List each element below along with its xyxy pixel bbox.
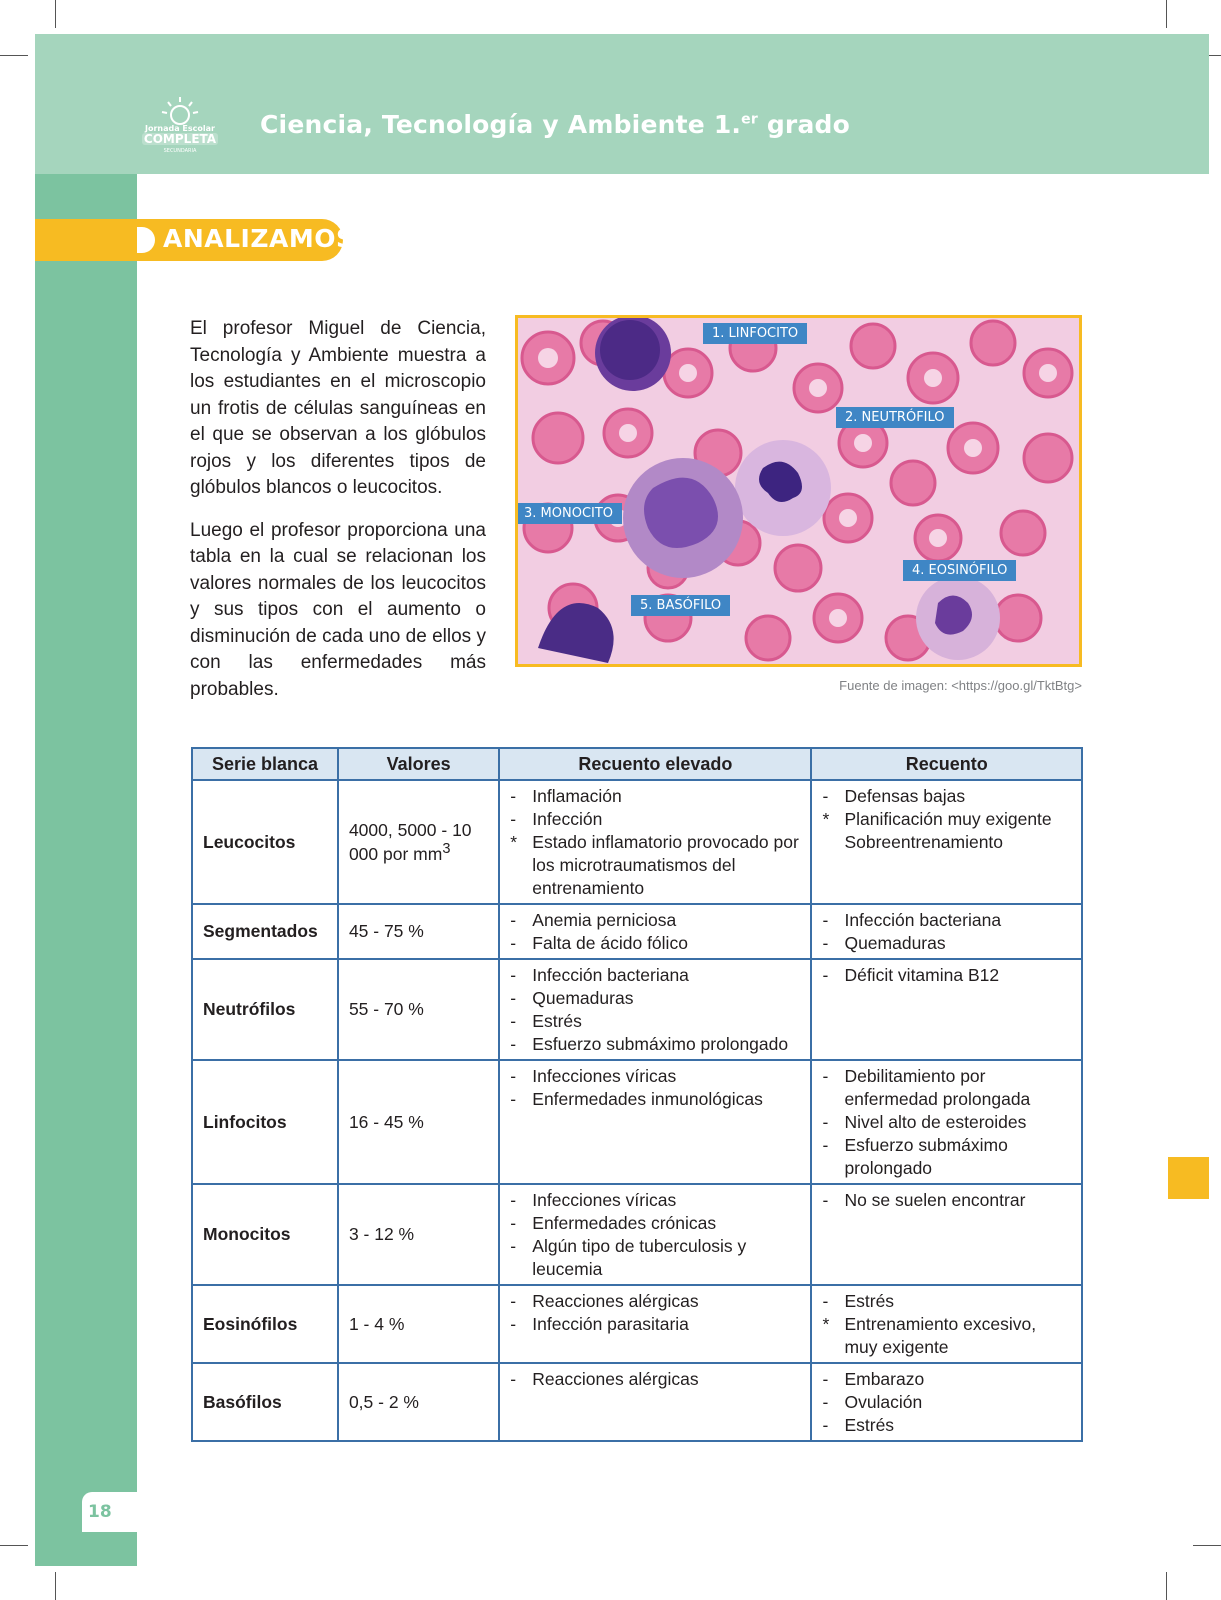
list-item: [510, 1088, 802, 1111]
list-item: [822, 1290, 1073, 1313]
list-bullet: -: [822, 1066, 829, 1086]
page-number: 18: [82, 1492, 137, 1532]
cell-valores-text: 45 - 75 %: [348, 921, 424, 941]
cell-recuento-elevado: [499, 780, 811, 904]
cell-valores-text: 0,5 - 2 %: [348, 1391, 419, 1412]
list-bullet: -: [822, 1392, 829, 1412]
list-item-text: Enfermedades crónicas: [532, 1213, 717, 1233]
list-bullet: -: [822, 1291, 829, 1311]
crop-mark: [55, 0, 56, 28]
list-item: [822, 932, 1073, 955]
list-bullet: [822, 831, 844, 854]
list-bullet: -: [510, 1066, 517, 1086]
cell-serie: Segmentados: [192, 904, 338, 959]
blood-smear-image: [515, 315, 1082, 667]
list-bullet: -: [510, 933, 517, 953]
cell-serie: Leucocitos: [192, 780, 338, 904]
cell-valores: [338, 1363, 499, 1441]
list-bullet: -: [822, 786, 829, 806]
list-bullet: -: [510, 1034, 517, 1054]
list-item-text: Reacciones alérgicas: [532, 1291, 699, 1311]
col-header-elevado: Recuento elevado: [499, 748, 811, 780]
list-item: [510, 1065, 802, 1088]
side-tab-marker: [1168, 1157, 1209, 1199]
list-item: [510, 1235, 802, 1281]
cell-recuento-elevado: [499, 1285, 811, 1363]
list-bullet: -: [510, 1236, 517, 1256]
image-source: Fuente de imagen: <https://goo.gl/TktBtg>: [839, 678, 1082, 693]
section-tab-analizamos: [35, 219, 355, 261]
col-header-recuento: Recuento: [811, 748, 1082, 780]
list-item-text: Enfermedades inmunológicas: [532, 1089, 763, 1109]
cell-valores: [338, 904, 499, 959]
cell-valores-text: 3 - 12 %: [348, 1224, 415, 1244]
cell-serie: Basófilos: [192, 1363, 338, 1441]
list-item-text: No se suelen encontrar: [844, 1190, 1026, 1210]
list-item: [822, 1134, 1073, 1180]
col-header-valores: Valores: [338, 748, 499, 780]
table-row: [192, 959, 1082, 1060]
cell-valores: [338, 1184, 499, 1285]
list-bullet: -: [510, 809, 517, 829]
crop-mark: [1166, 1572, 1167, 1600]
table-header-row: [192, 748, 1082, 780]
section-tab-notch: [137, 227, 155, 253]
cell-serie: Eosinófilos: [192, 1285, 338, 1363]
list-item-text: Estado inflamatorio provocado por los microtraumatismos del entrenamiento: [532, 832, 799, 898]
list-item: [822, 1414, 1073, 1437]
table-row: [192, 1363, 1082, 1441]
logo-line-1: Jornada Escolar: [145, 124, 215, 133]
cell-valores-text: 4000, 5000 - 10 000 por mm: [348, 819, 472, 864]
cell-recuento: [811, 1184, 1082, 1285]
list-item-text: Infecciones víricas: [532, 1190, 677, 1210]
list-item-text: Estrés: [844, 1415, 895, 1435]
label-neutrofilo: 2. NEUTRÓFILO: [836, 407, 954, 428]
list-bullet: -: [510, 786, 517, 806]
list-item: [510, 909, 802, 932]
list-item: [822, 1313, 1073, 1359]
cell-valores-text: 55 - 70 %: [348, 999, 424, 1019]
list-item: [822, 1368, 1073, 1391]
list-item-text: Sobreentrenamiento: [844, 832, 1004, 852]
list-bullet: *: [822, 1314, 830, 1334]
blood-smear-illustration: [518, 318, 1079, 664]
cell-recuento-elevado: [499, 904, 811, 959]
list-item-text: Esfuerzo submáximo prolongado: [844, 1135, 1008, 1178]
list-item-text: Embarazo: [844, 1369, 925, 1389]
cell-recuento: [811, 1060, 1082, 1184]
list-bullet: -: [822, 1112, 829, 1132]
cell-valores-text: 1 - 4 %: [348, 1313, 405, 1334]
list-bullet: -: [822, 933, 829, 953]
cell-serie: Neutrófilos: [192, 959, 338, 1060]
intro-paragraph-2: Luego el profesor proporciona una tabla en la cual se relacionan los valores normales de los leucocitos y sus tipos con el aumento o disminución de cada uno de ellos y con las enfermedades más probables.: [190, 519, 486, 700]
list-item-text: Déficit vitamina B12: [844, 965, 1000, 985]
list-bullet: -: [510, 1314, 517, 1334]
list-item: [510, 1212, 802, 1235]
list-item-text: Debilitamiento por enfermedad prolongada: [844, 1066, 1031, 1109]
list-item-text: Planificación muy exigente: [844, 809, 1052, 829]
cell-recuento-elevado: [499, 959, 811, 1060]
list-item: [822, 831, 1073, 854]
list-item-text: Quemaduras: [844, 933, 946, 953]
list-item: [510, 831, 802, 900]
label-eosinofilo: 4. EOSINÓFILO: [903, 560, 1016, 581]
list-item: [510, 1189, 802, 1212]
cell-recuento-elevado: [499, 1060, 811, 1184]
cell-serie: Monocitos: [192, 1184, 338, 1285]
list-item-text: Esfuerzo submáximo prolongado: [532, 1034, 789, 1054]
cell-recuento-elevado: [499, 1184, 811, 1285]
list-item-text: Infección bacteriana: [532, 965, 689, 985]
cell-recuento: [811, 780, 1082, 904]
list-bullet: -: [510, 1369, 517, 1389]
list-item-text: Anemia perniciosa: [532, 910, 677, 930]
cell-recuento: [811, 959, 1082, 1060]
list-item-text: Estrés: [532, 1011, 582, 1031]
cell-serie: Linfocitos: [192, 1060, 338, 1184]
col-header-serie: Serie blanca: [192, 748, 338, 780]
cell-valores: [338, 1060, 499, 1184]
list-bullet: -: [510, 1213, 517, 1233]
list-item-text: Infecciones víricas: [532, 1066, 677, 1086]
label-basofilo: 5. BASÓFILO: [631, 595, 730, 616]
list-item-text: Infección parasitaria: [532, 1314, 689, 1334]
list-bullet: -: [510, 1291, 517, 1311]
list-item-text: Algún tipo de tuberculosis y leucemia: [532, 1236, 747, 1279]
jornada-escolar-logo: [138, 95, 222, 157]
list-bullet: -: [822, 910, 829, 930]
table-row: [192, 1060, 1082, 1184]
list-bullet: *: [822, 809, 830, 829]
list-item: [822, 808, 1073, 831]
section-title: ANALIZAMOS: [163, 224, 355, 253]
list-item: [510, 1368, 802, 1391]
leukocyte-table: [191, 747, 1083, 1442]
logo-line-3: SECUNDARIA: [163, 148, 197, 154]
list-item: [510, 987, 802, 1010]
list-item: [510, 1313, 802, 1336]
list-bullet: -: [510, 965, 517, 985]
table-row: [192, 780, 1082, 904]
list-item: [822, 909, 1073, 932]
list-bullet: -: [822, 965, 829, 985]
cell-valores-text: 16 - 45 %: [348, 1111, 424, 1132]
cell-valores-superscript: 3: [442, 840, 451, 857]
list-item: [510, 1010, 802, 1033]
cell-recuento: [811, 1363, 1082, 1441]
list-item: [822, 1189, 1073, 1212]
list-item: [822, 785, 1073, 808]
list-bullet: -: [510, 1011, 517, 1031]
crop-mark: [1193, 1545, 1221, 1546]
list-item-text: Nivel alto de esteroides: [844, 1112, 1027, 1132]
cell-recuento: [811, 904, 1082, 959]
list-item-text: Inflamación: [532, 786, 622, 806]
list-item-text: Quemaduras: [532, 988, 634, 1008]
cell-valores: [338, 959, 499, 1060]
list-item: [822, 1065, 1073, 1111]
list-bullet: -: [822, 1369, 829, 1389]
list-item: [510, 785, 802, 808]
side-strip: [35, 174, 137, 1566]
intro-paragraph-1: El profesor Miguel de Ciencia, Tecnología y Ambiente muestra a los estudiantes en el microscopio un frotis de células sanguíneas en el que se observan a los glóbulos rojos y los diferentes tipos de glóbulos blancos o leucocitos.: [190, 318, 486, 498]
list-item: [822, 1111, 1073, 1134]
list-item-text: Infección bacteriana: [844, 910, 1002, 930]
cell-recuento-elevado: [499, 1363, 811, 1441]
list-bullet: -: [510, 988, 517, 1008]
list-item: [510, 1033, 802, 1056]
list-bullet: *: [510, 832, 518, 852]
crop-mark: [0, 55, 28, 56]
cell-valores: [338, 1285, 499, 1363]
list-item: [510, 808, 802, 831]
list-item-text: Entrenamiento excesivo, muy exigente: [844, 1314, 1037, 1357]
list-item-text: Falta de ácido fólico: [532, 933, 688, 953]
list-item: [510, 964, 802, 987]
cell-valores: [338, 780, 499, 904]
list-bullet: -: [510, 1089, 517, 1109]
list-item: [510, 932, 802, 955]
list-item-text: Infección: [532, 809, 603, 829]
list-item: [822, 1391, 1073, 1414]
list-bullet: -: [510, 1190, 517, 1210]
list-item-text: Reacciones alérgicas: [532, 1369, 699, 1389]
list-bullet: -: [822, 1135, 829, 1155]
list-item: [510, 1290, 802, 1313]
page-header-title: Ciencia, Tecnología y Ambiente 1.$^{er}$ grado: [260, 110, 851, 139]
crop-mark: [1166, 0, 1167, 28]
table-row: [192, 904, 1082, 959]
label-monocito: 3. MONOCITO: [515, 503, 622, 524]
logo-line-2: COMPLETA: [143, 132, 217, 146]
label-linfocito: 1. LINFOCITO: [703, 323, 807, 344]
crop-mark: [0, 1545, 28, 1546]
crop-mark: [55, 1572, 56, 1600]
list-item-text: Ovulación: [844, 1392, 923, 1412]
table-row: [192, 1184, 1082, 1285]
table-row: [192, 1285, 1082, 1363]
list-item-text: Defensas bajas: [844, 786, 966, 806]
list-bullet: -: [822, 1415, 829, 1435]
intro-text: [190, 316, 486, 719]
cell-recuento: [811, 1285, 1082, 1363]
list-item: [822, 964, 1073, 987]
list-bullet: -: [822, 1190, 829, 1210]
list-bullet: -: [510, 910, 517, 930]
list-item-text: Estrés: [844, 1291, 895, 1311]
